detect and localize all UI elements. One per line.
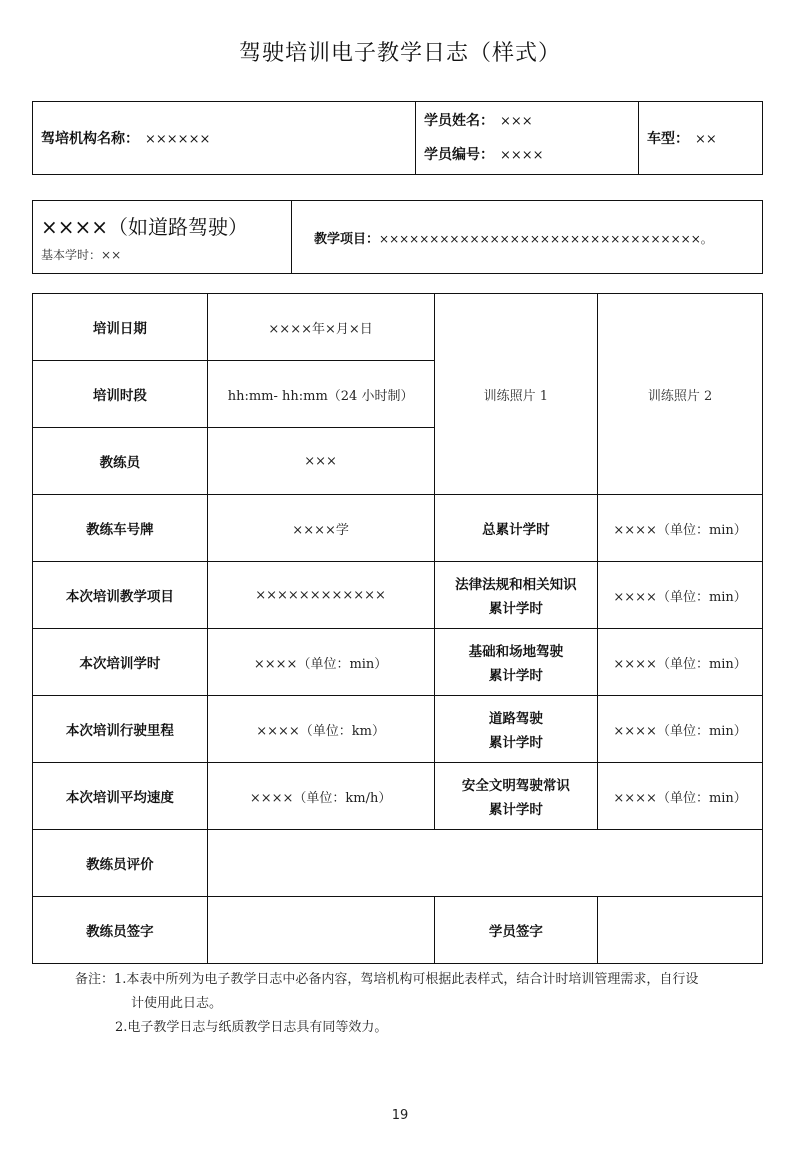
speed-value: ××××（单位：km/h）	[207, 763, 434, 830]
training-date-value: ××××年×月×日	[207, 294, 434, 361]
course-name-cell	[33, 201, 292, 274]
training-date-label: 培训日期	[33, 294, 208, 361]
student-name-label: 学员姓名：	[424, 113, 494, 129]
basic-hours-cum-label-line1: 基础和场地驾驶	[468, 644, 564, 660]
car-plate-label: 教练车号牌	[33, 495, 208, 562]
this-item-value: ××××××××××××	[207, 562, 434, 629]
training-period-label: 培训时段	[33, 361, 208, 428]
course-table	[32, 200, 763, 274]
student-no-value: ××××	[500, 148, 544, 163]
this-hours-value: ××××（单位：min）	[207, 629, 434, 696]
basic-hours-cum-label-line2: 累计学时	[488, 668, 543, 684]
speed-label: 本次培训平均速度	[33, 763, 208, 830]
course-item-cell	[292, 201, 763, 274]
student-name-value: ×××	[500, 114, 533, 129]
coach-sign-label: 教练员签字	[33, 897, 208, 964]
photo-1: 训练照片 1	[434, 294, 598, 495]
road-hours-label	[434, 696, 598, 763]
eval-label: 教练员评价	[33, 830, 208, 897]
basic-hours-cum-value: ××××（单位：min）	[598, 629, 763, 696]
note-line-2: 2.电子教学日志与纸质教学日志具有同等效力。	[115, 1020, 388, 1035]
page-title: 驾驶培训电子教学日志（样式）	[238, 41, 561, 66]
photo-2: 训练照片 2	[598, 294, 763, 495]
org-label: 驾培机构名称：	[41, 131, 139, 147]
training-period-value: hh:mm- hh:mm（24 小时制）	[207, 361, 434, 428]
coach-value: ×××	[207, 428, 434, 495]
course-name: ××××（如道路驾驶）	[41, 215, 249, 239]
law-hours-label-line1: 法律法规和相关知识	[455, 577, 577, 593]
course-item-value: ××××××××××××××××××××××××××××××××。	[379, 231, 713, 246]
student-no-label: 学员编号：	[424, 147, 494, 163]
notes	[75, 968, 765, 1040]
total-hours-label: 总累计学时	[434, 495, 598, 562]
student-sign-field[interactable]	[598, 897, 763, 964]
course-item-label: 教学项目：	[314, 231, 380, 247]
mileage-label: 本次培训行驶里程	[33, 696, 208, 763]
road-hours-value: ××××（单位：min）	[598, 696, 763, 763]
note-line-1: 备注：1.本表中所列为电子教学日志中必备内容，驾培机构可根据此表样式，结合计时培训管理需求，自行设	[75, 972, 699, 987]
law-hours-label	[434, 562, 598, 629]
road-hours-label-line1: 道路驾驶	[488, 711, 543, 727]
law-hours-label-line2: 累计学时	[488, 601, 543, 617]
student-sign-label: 学员签字	[434, 897, 598, 964]
law-hours-value: ××××（单位：min）	[598, 562, 763, 629]
car-plate-value: ××××学	[207, 495, 434, 562]
coach-sign-field[interactable]	[207, 897, 434, 964]
car-type-value: ××	[695, 132, 717, 147]
coach-label: 教练员	[33, 428, 208, 495]
car-type-label: 车型：	[647, 131, 689, 147]
page-number: 19	[391, 1108, 409, 1123]
basic-hours-cum-label	[434, 629, 598, 696]
safety-hours-label-line2: 累计学时	[488, 802, 543, 818]
safety-hours-value: ××××（单位：min）	[598, 763, 763, 830]
mileage-value: ××××（单位：km）	[207, 696, 434, 763]
note-line-1-cont: 计使用此日志。	[131, 996, 223, 1011]
road-hours-label-line2: 累计学时	[488, 735, 543, 751]
eval-field[interactable]	[207, 830, 762, 897]
org-value: ××××××	[145, 132, 211, 147]
this-hours-label: 本次培训学时	[33, 629, 208, 696]
total-hours-value: ××××（单位：min）	[598, 495, 763, 562]
student-cell	[416, 102, 639, 175]
basic-hours-value: ××	[101, 248, 122, 262]
safety-hours-label-line1: 安全文明驾驶常识	[461, 778, 570, 794]
header-table	[32, 101, 763, 175]
basic-hours-label: 基本学时：	[41, 248, 102, 262]
car-type-cell	[639, 102, 763, 175]
this-item-label: 本次培训教学项目	[33, 562, 208, 629]
main-table	[32, 293, 763, 964]
org-cell	[33, 102, 416, 175]
safety-hours-label	[434, 763, 598, 830]
